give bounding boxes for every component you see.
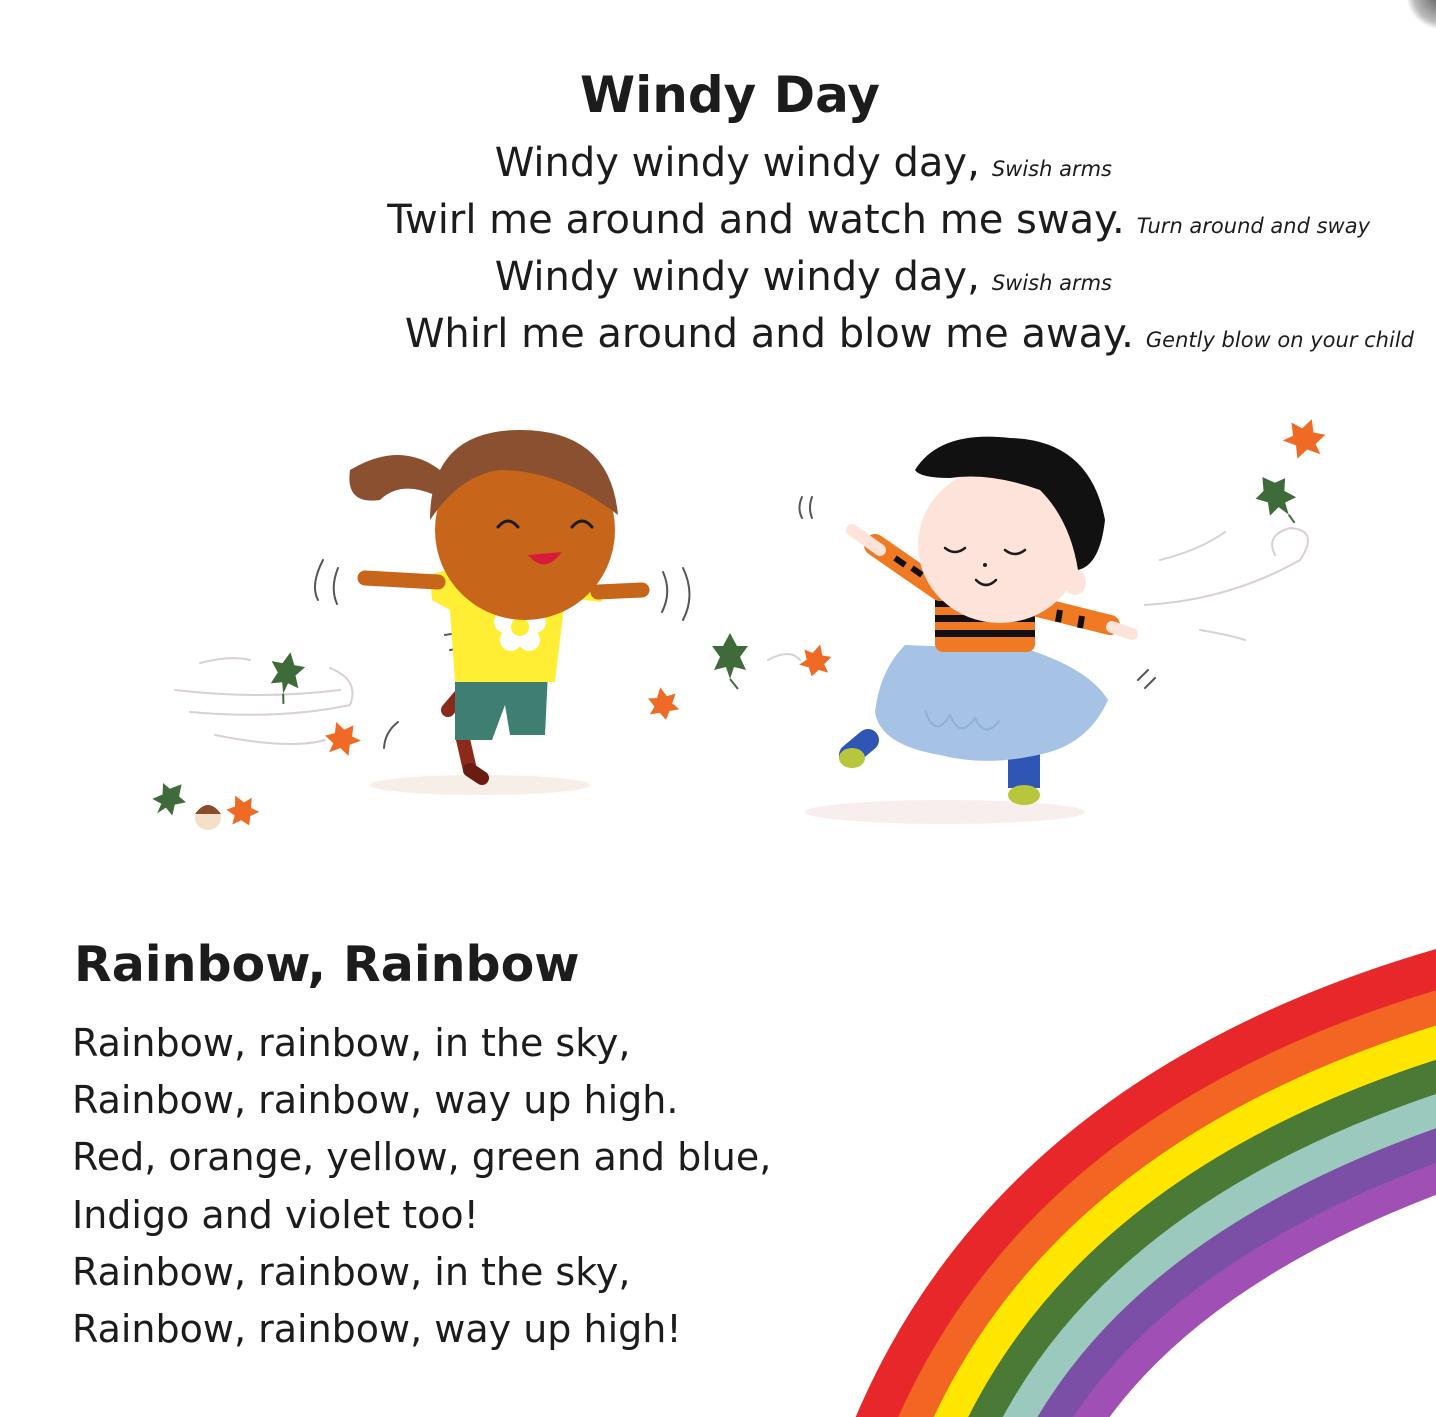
windy-action-2: Turn around and sway <box>1136 214 1370 238</box>
windy-day-title: Windy Day <box>580 66 880 124</box>
leaf-orange-low-center <box>645 685 680 723</box>
leaf-orange-top-right <box>1279 412 1331 465</box>
leaf-orange-center <box>797 641 835 681</box>
leaf-green-bottom-left <box>146 775 193 823</box>
windy-lyric-2: Twirl me around and watch me sway. <box>387 197 1125 243</box>
leaf-green-left <box>265 649 308 706</box>
rainbow-line-1: Rainbow, rainbow, in the sky, <box>72 1021 631 1065</box>
leaf-orange-bottom-left <box>222 789 263 832</box>
windy-lyric-3: Windy windy windy day, <box>494 254 980 300</box>
rainbow <box>870 965 1436 1417</box>
boy-figure <box>839 437 1132 805</box>
leaf-green-top-right <box>1248 467 1310 534</box>
boy-shoe-right <box>1008 785 1040 805</box>
rainbow-line-6: Rainbow, rainbow, way up high! <box>72 1306 682 1351</box>
rainbow-line-3: Red, orange, yellow, green and blue, <box>72 1135 772 1180</box>
rainbow-line-5: Rainbow, rainbow, in the sky, <box>72 1249 631 1294</box>
rainbow-line-4: Indigo and violet too! <box>72 1192 479 1237</box>
rainbow-line-2: Rainbow, rainbow, way up high. <box>72 1078 679 1123</box>
rainbow-verse <box>72 1015 771 1358</box>
leaf-orange-left <box>320 716 364 761</box>
windy-lyric-4: Whirl me around and blow me away. <box>404 311 1134 357</box>
autumn-leaves <box>146 412 1331 831</box>
windy-action-3: Swish arms <box>991 271 1112 295</box>
ground-shadow-boy <box>805 800 1085 824</box>
windy-action-1: Swish arms <box>991 157 1112 181</box>
windy-lyric-1: Windy windy windy day, <box>494 140 980 186</box>
wind-swirls-right <box>1145 528 1308 640</box>
leaf-green-center <box>712 633 748 689</box>
acorn-icon <box>195 805 221 830</box>
windy-action-4: Gently blow on your child <box>1145 328 1414 352</box>
rainbow-title: Rainbow, Rainbow <box>74 936 580 993</box>
boy-shoe-left <box>839 748 865 768</box>
